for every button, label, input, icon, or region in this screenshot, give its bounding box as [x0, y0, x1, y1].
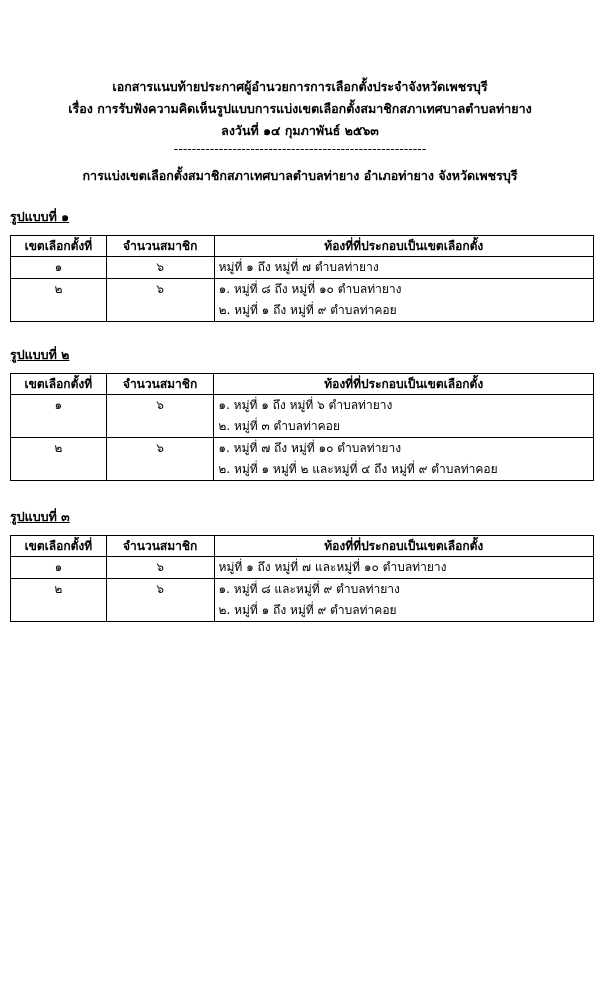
column-header-area: ท้องที่ที่ประกอบเป็นเขตเลือกตั้ง — [214, 374, 594, 395]
table-row — [11, 279, 594, 322]
member-count: ๖ — [106, 395, 214, 438]
district-number: ๒ — [11, 279, 107, 322]
area-cell — [214, 579, 593, 622]
member-count: ๖ — [106, 279, 214, 322]
header-line-3: ลงวันที่ ๑๔ กุมภาพันธ์ ๒๕๖๓ — [221, 123, 379, 138]
format-title: รูปแบบที่ ๒ — [10, 347, 70, 362]
district-number: ๑ — [11, 257, 107, 279]
table-row — [11, 557, 594, 579]
format-title: รูปแบบที่ ๑ — [10, 209, 70, 224]
area-cell — [214, 395, 594, 438]
area-line: ๑. หมู่ที่ ๘ ถึง หมู่ที่ ๑๐ ตำบลท่ายาง — [218, 282, 402, 296]
area-line: ๒. หมู่ที่ ๑ ถึง หมู่ที่ ๙ ตำบลท่าคอย — [218, 603, 397, 617]
table-row — [11, 438, 594, 481]
table-row — [11, 395, 594, 438]
column-header-members: จำนวนสมาชิก — [106, 236, 214, 257]
district-table — [10, 373, 594, 481]
format-section-1 — [10, 207, 590, 322]
table-row — [11, 257, 594, 279]
area-line: ๑. หมู่ที่ ๑ ถึง หมู่ที่ ๖ ตำบลท่ายาง — [218, 398, 393, 412]
district-number: ๒ — [11, 579, 107, 622]
header-line-2: เรื่อง การรับฟังความคิดเห็นรูปแบบการแบ่งเขตเลือกตั้งสมาชิกสภาเทศบาลตำบลท่ายาง — [68, 101, 532, 116]
area-line: ๒. หมู่ที่ ๑ ถึง หมู่ที่ ๙ ตำบลท่าคอย — [218, 303, 397, 317]
area-line: ๑. หมู่ที่ ๘ และหมู่ที่ ๙ ตำบลท่ายาง — [218, 582, 400, 596]
area-cell — [214, 279, 593, 322]
district-table — [10, 235, 594, 322]
area-line: ๒. หมู่ที่ ๑ หมู่ที่ ๒ และหมู่ที่ ๔ ถึง หมู่ที่ ๙ ตำบลท่าคอย — [218, 462, 498, 476]
area-cell — [214, 257, 593, 279]
column-header-area: ท้องที่ที่ประกอบเป็นเขตเลือกตั้ง — [214, 536, 593, 557]
area-line: ๑. หมู่ที่ ๗ ถึง หมู่ที่ ๑๐ ตำบลท่ายาง — [218, 441, 402, 455]
district-table — [10, 535, 594, 622]
area-cell — [214, 438, 594, 481]
table-header-row — [11, 536, 594, 557]
column-header-area: ท้องที่ที่ประกอบเป็นเขตเลือกตั้ง — [214, 236, 593, 257]
document-subtitle: การแบ่งเขตเลือกตั้งสมาชิกสภาเทศบาลตำบลท่ายาง อำเภอท่ายาง จังหวัดเพชรบุรี — [82, 168, 518, 183]
district-number: ๑ — [11, 557, 107, 579]
column-header-district: เขตเลือกตั้งที่ — [11, 536, 107, 557]
document-header — [0, 76, 600, 187]
area-cell — [214, 557, 593, 579]
area-line: ๒. หมู่ที่ ๓ ตำบลท่าคอย — [218, 419, 340, 433]
header-divider: -------------------------------------------------------- — [173, 141, 427, 156]
column-header-members: จำนวนสมาชิก — [106, 374, 214, 395]
table-row — [11, 579, 594, 622]
format-title: รูปแบบที่ ๓ — [10, 509, 70, 524]
column-header-district: เขตเลือกตั้งที่ — [11, 374, 107, 395]
table-header-row — [11, 236, 594, 257]
column-header-district: เขตเลือกตั้งที่ — [11, 236, 107, 257]
member-count: ๖ — [106, 438, 214, 481]
column-header-members: จำนวนสมาชิก — [106, 536, 214, 557]
format-section-2 — [10, 345, 590, 481]
member-count: ๖ — [106, 579, 214, 622]
district-number: ๑ — [11, 395, 107, 438]
format-section-3 — [10, 507, 590, 622]
member-count: ๖ — [106, 257, 214, 279]
member-count: ๖ — [106, 557, 214, 579]
area-line: หมู่ที่ ๑ ถึง หมู่ที่ ๗ และหมู่ที่ ๑๐ ตำบลท่ายาง — [218, 560, 447, 574]
header-line-1: เอกสารแนบท้ายประกาศผู้อำนวยการการเลือกตั้งประจำจังหวัดเพชรบุรี — [112, 79, 488, 94]
area-line: หมู่ที่ ๑ ถึง หมู่ที่ ๗ ตำบลท่ายาง — [218, 260, 379, 274]
table-header-row — [11, 374, 594, 395]
district-number: ๒ — [11, 438, 107, 481]
